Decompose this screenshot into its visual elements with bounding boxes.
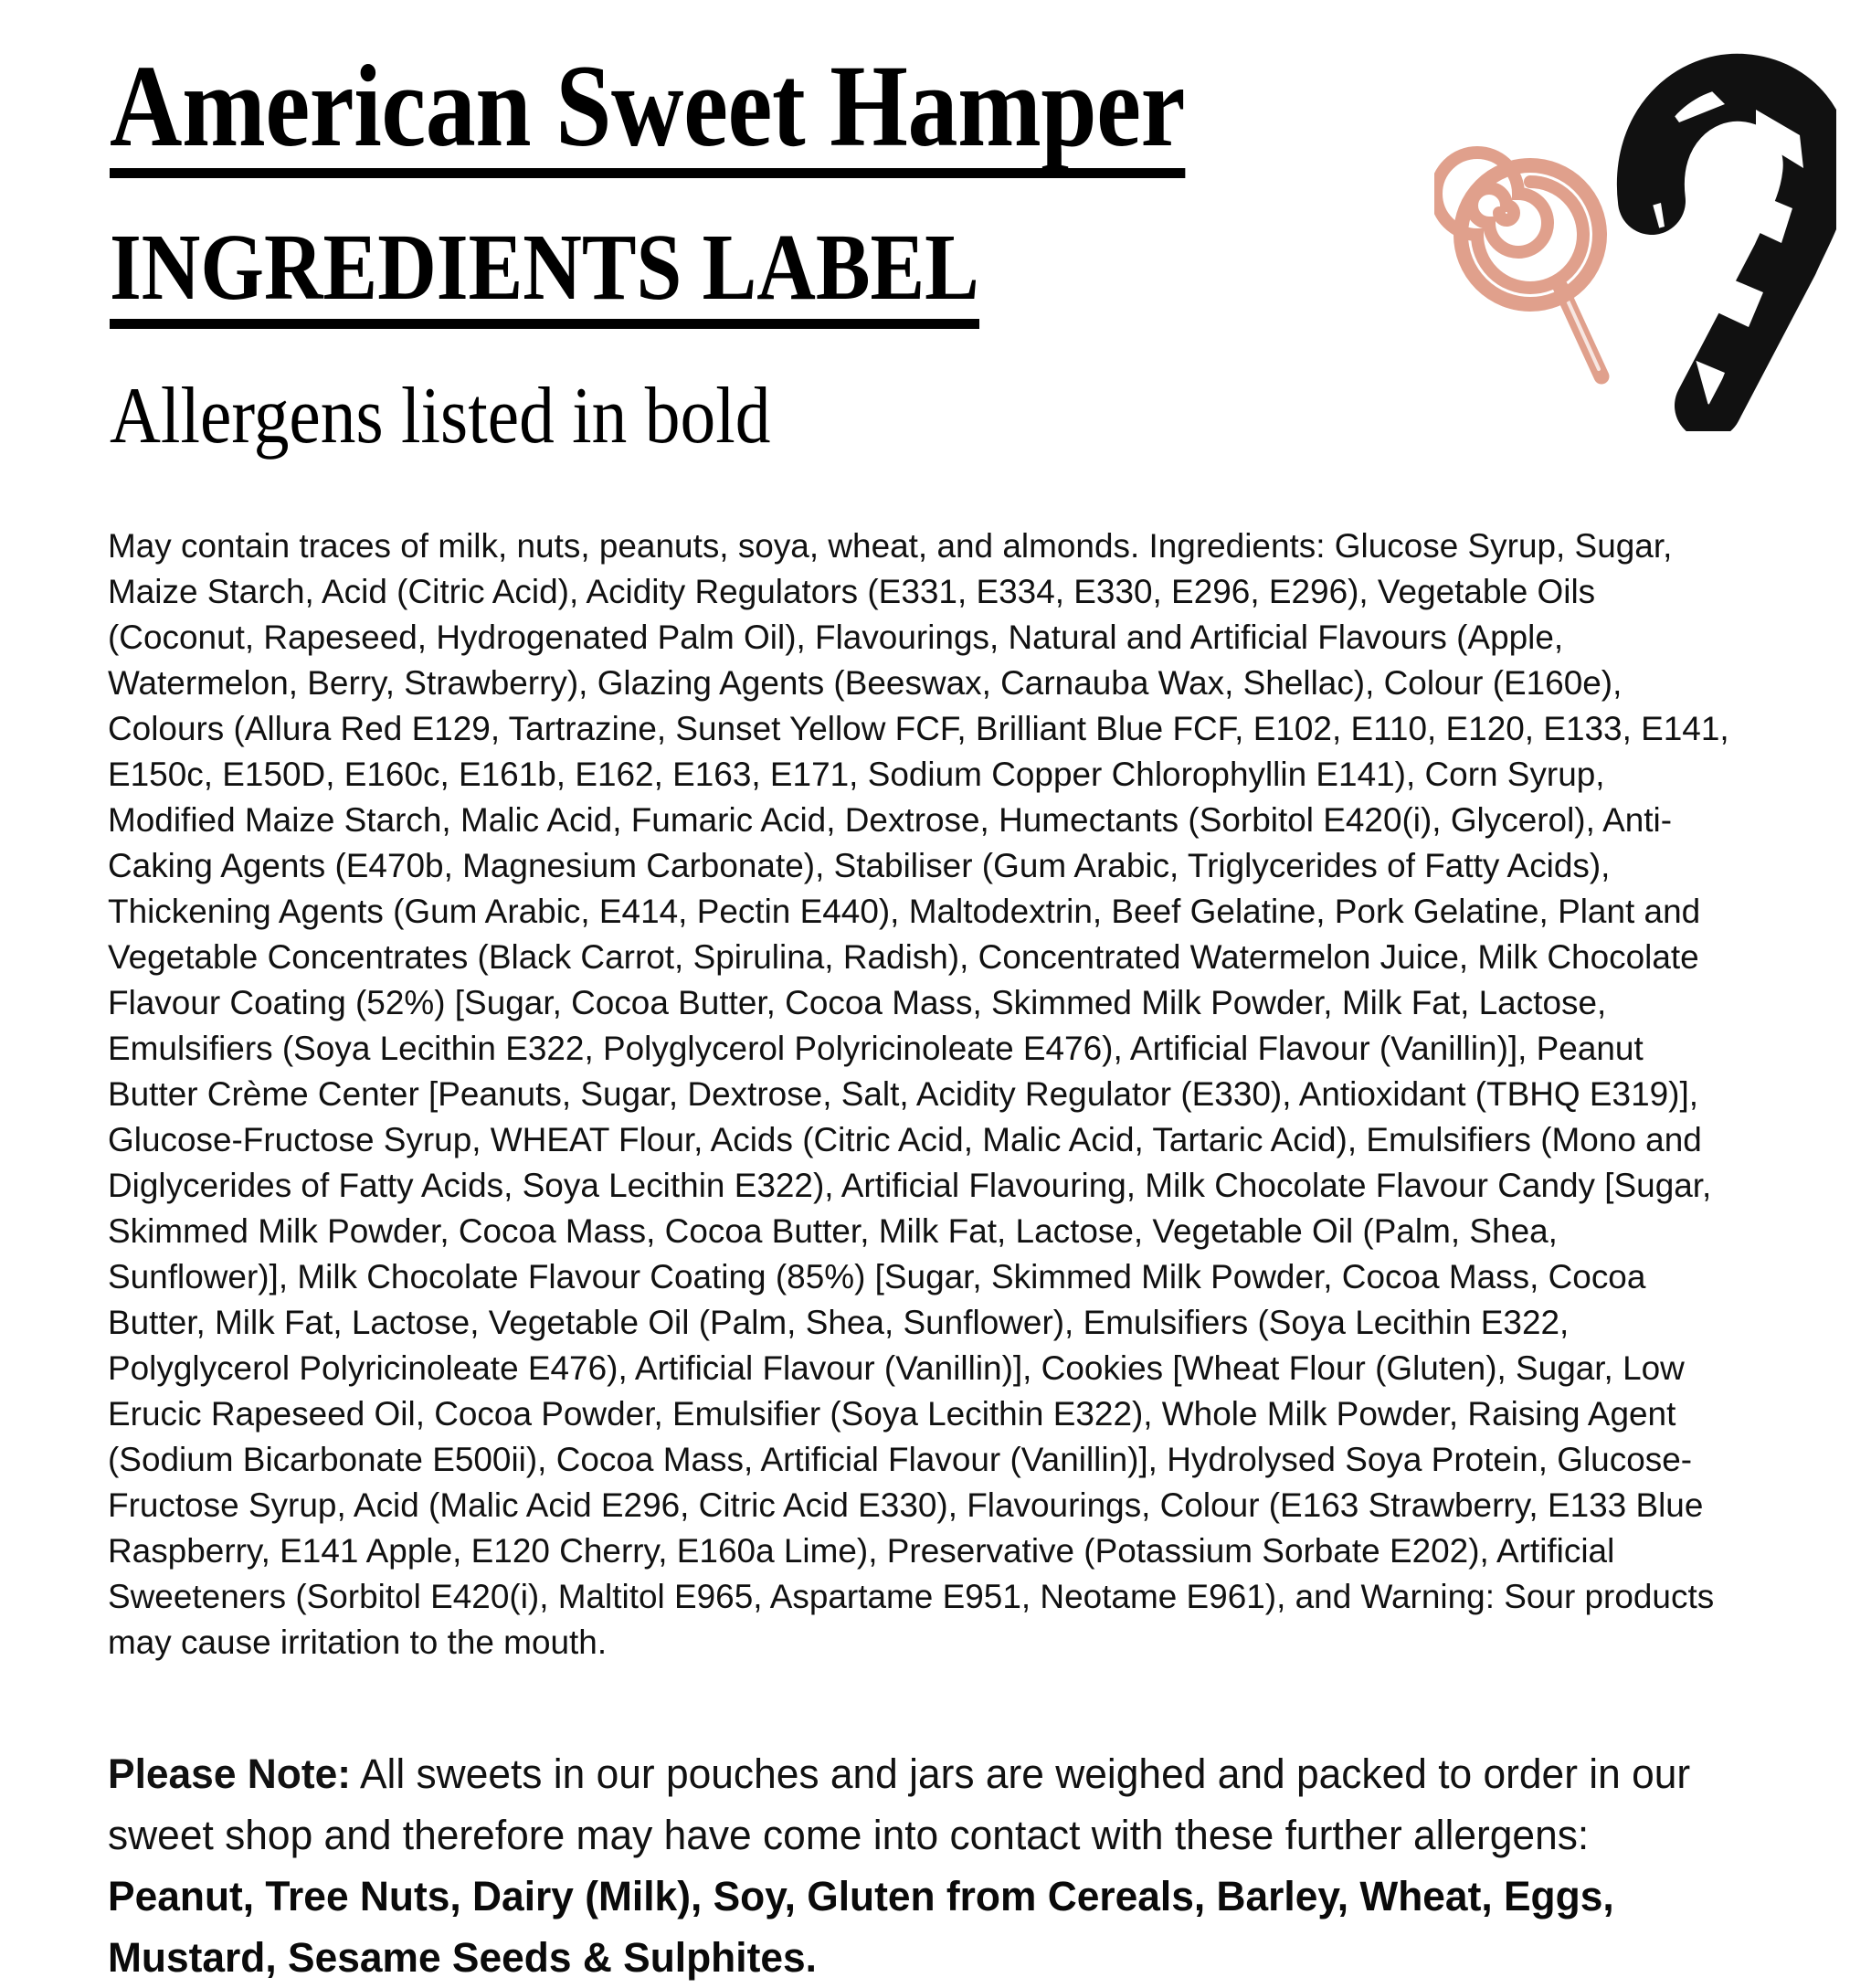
page-header bbox=[0, 0, 1871, 460]
page-subtitle: INGREDIENTS LABEL bbox=[110, 220, 979, 329]
title-sub-line bbox=[110, 215, 1535, 329]
ingredients-paragraph: May contain traces of milk, nuts, peanuts, soya, wheat, and almonds. Ingredients: Glucose Syrup, Sugar, Maize Starch, Acid (Citric Acid), Acidity Regulators (E331, E334, E330, E296, E296), Vegetable Oils (Coconut, Rapeseed, Hydrogenated Palm Oil), Flavourings, Natural and Artificial Flavours (Apple, Watermelon, Berry, Strawberry), Glazing Agents (Beeswax, Carnauba Wax, Shellac), Colour (E160e), Colours (Allura Red E129, Tartrazine, Sunset Yellow FCF, Brilliant Blue FCF, E102, E110, E120, E133, E141, E150c, E150D, E160c, E161b, E162, E163, E171, Sodium Copper Chlorophyllin E141), Corn Syrup, Modified Maize Starch, Malic Acid, Fumaric Acid, Dextrose, Humectants (Sorbitol E420(i), Glycerol), Anti-Caking Agents (E470b, Magnesium Carbonate), Stabiliser (Gum Arabic, Triglycerides of Fatty Acids), Thickening Agents (Gum Arabic, E414, Pectin E440), Maltodextrin, Beef Gelatine, Pork Gelatine, Plant and Vegetable Concentrates (Black Carrot, Spirulina, Radish), Concentrated Watermelon Juice, Milk Chocolate Flavour Coating (52%) [Sugar, Cocoa Butter, Cocoa Mass, Skimmed Milk Powder, Milk Fat, Lactose, Emulsifiers (Soya Lecithin E322, Polyglycerol Polyricinoleate E476), Artificial Flavour (Vanillin)], Peanut Butter Crème Center [Peanuts, Sugar, Dextrose, Salt, Acidity Regulator (E330), Antioxidant (TBHQ E319)], Glucose-Fructose Syrup, WHEAT Flour, Acids (Citric Acid, Malic Acid, Tartaric Acid), Emulsifiers (Mono and Diglycerides of Fatty Acids, Soya Lecithin E322), Artificial Flavouring, Milk Chocolate Flavour Candy [Sugar, Skimmed Milk Powder, Cocoa Mass, Cocoa Butter, Milk Fat, Lactose, Vegetable Oil (Palm, Shea, Sunflower)], Milk Chocolate Flavour Coating (85%) [Sugar, Skimmed Milk Powder, Cocoa Mass, Cocoa Butter, Milk Fat, Lactose, Vegetable Oil (Palm, Shea, Sunflower), Emulsifiers (Soya Lecithin E322, Polyglycerol Polyricinoleate E476), Artificial Flavour (Vanillin)], Cookies [Wheat Flour (Gluten), Sugar, Low Erucic Rapeseed Oil, Cocoa Powder, Emulsifier (Soya Lecithin E322), Whole Milk Powder, Raising Agent (Sodium Bicarbonate E500ii), Cocoa Mass, Artificial Flavour (Vanillin)], Hydrolysed Soya Protein, Glucose-Fructose Syrup, Acid (Malic Acid E296, Citric Acid E330), Flavourings, Colour (E163 Strawberry, E133 Blue Raspberry, E141 Apple, E120 Cherry, E160a Lime), Preservative (Potassium Sorbate E202), Artificial Sweeteners (Sorbitol E420(i), Maltitol E965, Aspartame E951, Neotame E961), and Warning: Sour products may cause irritation to the mouth. bbox=[108, 526, 1729, 1661]
footer-note-section bbox=[108, 1743, 1763, 1988]
title-main-line bbox=[110, 41, 1535, 178]
please-note-text: All sweets in our pouches and jars are weighed and packed to order in our sweet shop and therefore may have come into contact with these further allergens: bbox=[108, 1750, 1691, 1858]
title-tag-line bbox=[110, 329, 1535, 460]
please-note-label: Please Note: bbox=[108, 1750, 352, 1797]
ingredients-section bbox=[108, 523, 1763, 1665]
page-title: American Sweet Hamper bbox=[110, 48, 1185, 178]
title-block bbox=[110, 41, 1535, 460]
please-note-paragraph bbox=[108, 1743, 1739, 1866]
allergen-tagline: Allergens listed in bold bbox=[110, 372, 771, 460]
candy-cane-group bbox=[1630, 88, 1817, 406]
further-allergens-list: Peanut, Tree Nuts, Dairy (Milk), Soy, Gluten from Cereals, Barley, Wheat, Eggs, Mustard, Sesame Seeds & Sulphites. bbox=[108, 1873, 1614, 1981]
lollipop-stick-group bbox=[1560, 287, 1601, 376]
